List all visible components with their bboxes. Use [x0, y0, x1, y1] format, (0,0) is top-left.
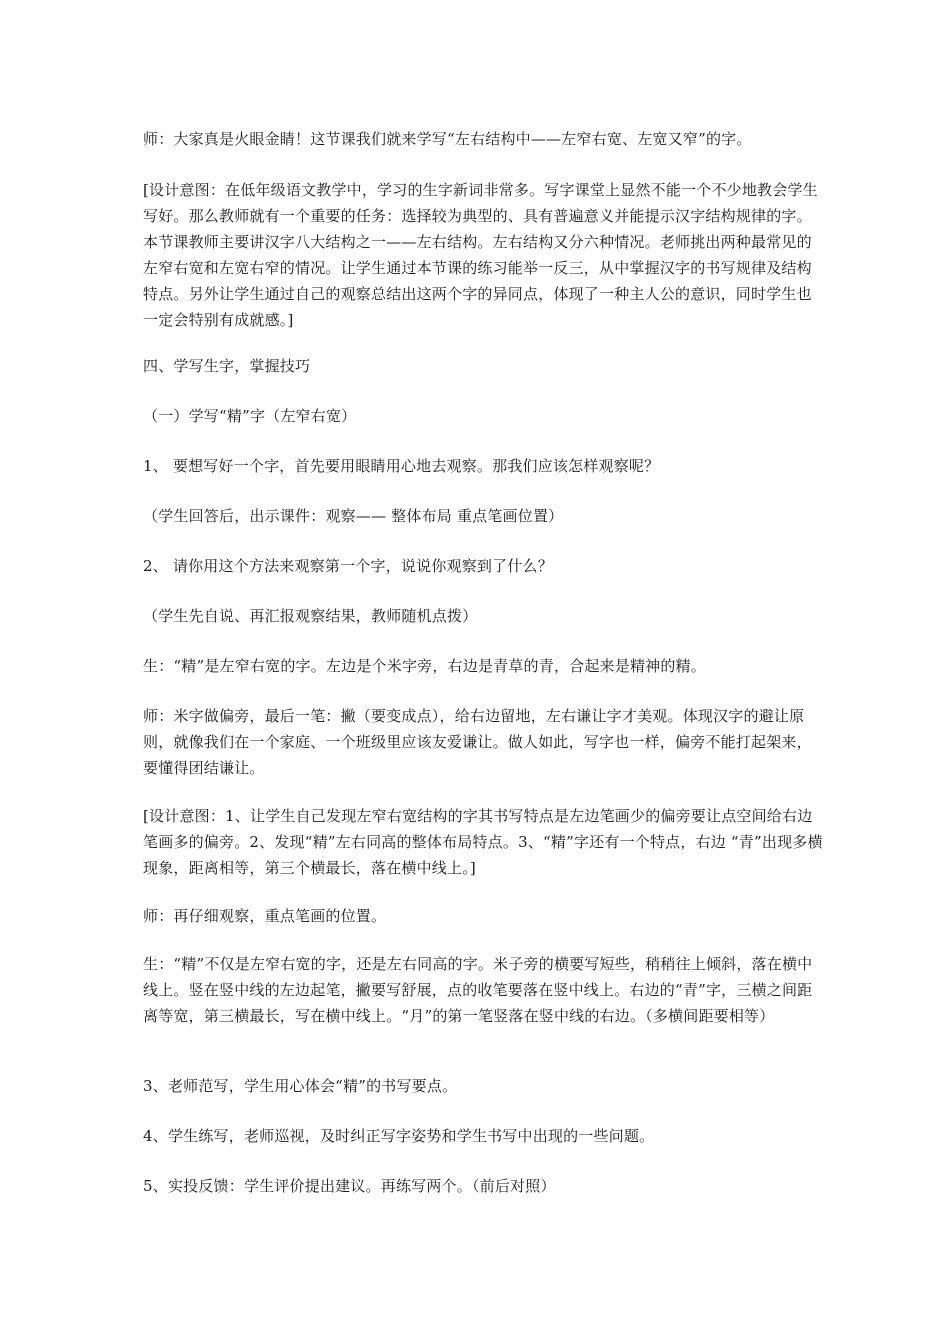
student-answer-1: 生：“精”是左窄右宽的字。左边是个米字旁，右边是青草的青，合起来是精神的精。 — [143, 657, 706, 675]
teacher-prompt: 师：再仔细观察，重点笔画的位置。 — [143, 907, 387, 925]
step-4: 4、学生练写，老师巡视，及时纠正写字姿势和学生书写中出现的一些问题。 — [143, 1127, 655, 1145]
student-answer-2: 生：“精”不仅是左窄右宽的字，还是左右同高的字。米子旁的横要写短些，稍稍往上倾斜，落在横中线上。竖在竖中线的左边起笔，撇要写舒展，点的收笔要落在竖中线上。右边的“青”字，三横之间距离等宽，第三横最长，写在横中线上。“月”的第一笔竖落在竖中线的右边。（多横间距要相等） — [143, 955, 813, 1025]
step-2: 2、 请你用这个方法来观察第一个字，说说你观察到了什么？ — [143, 557, 553, 575]
paragraph-design-intent-2: [设计意图：1、让学生自己发现左窄右宽结构的字其书写特点是左边笔画少的偏旁要让点空间给右边笔画多的偏旁。2、发现“精”左右同高的整体布局特点。3、“精”字还有一个特点，右边 “青”出现多横现象，距离相等，第三个横最长，落在横中线上。] — [143, 807, 823, 877]
step-1: 1、 要想写好一个字，首先要用眼睛用心地去观察。那我们应该怎样观察呢？ — [143, 457, 660, 475]
subsection-heading-1: （一）学写“精”字（左窄右宽） — [143, 407, 357, 425]
step-5: 5、实投反馈：学生评价提出建议。再练写两个。（前后对照） — [143, 1177, 556, 1195]
paragraph-teacher-intro: 师：大家真是火眼金睛！这节课我们就来学写“左右结构中——左窄右宽、左宽又窄”的字。 — [143, 130, 752, 148]
paragraph-design-intent-1: [设计意图：在低年级语文教学中，学习的生字新词非常多。写字课堂上显然不能一个不少地教会学生写好。那么教师就有一个重要的任务：选择较为典型的、具有普遍意义并能提示汉字结构规律的字。本节课教师主要讲汉字八大结构之一——左右结构。左右结构又分六种情况。老师挑出两种最常见的左窄右宽和左宽右窄的情况。让学生通过本节课的练习能举一反三，从中掌握汉字的书写规律及结构特点。另外让学生通过自己的观察总结出这两个字的异同点，体现了一种主人公的意识，同时学生也一定会特别有成就感。] — [143, 181, 818, 329]
step-1-note: （学生回答后，出示课件：观察—— 整体布局 重点笔画位置） — [143, 507, 564, 525]
step-3: 3、老师范写，学生用心体会“精”的书写要点。 — [143, 1077, 458, 1095]
step-2-note: （学生先自说、再汇报观察结果，教师随机点拨） — [143, 607, 478, 625]
section-heading-4: 四、学写生字，掌握技巧 — [143, 357, 311, 375]
teacher-explanation: 师：米字做偏旁，最后一笔：撇（要变成点），给右边留地，左右谦让字才美观。体现汉字的避让原则，就像我们在一个家庭、一个班级里应该友爱谦让。做人如此，写字也一样，偏旁不能打起架来，要懂得团结谦让。 — [143, 707, 812, 777]
